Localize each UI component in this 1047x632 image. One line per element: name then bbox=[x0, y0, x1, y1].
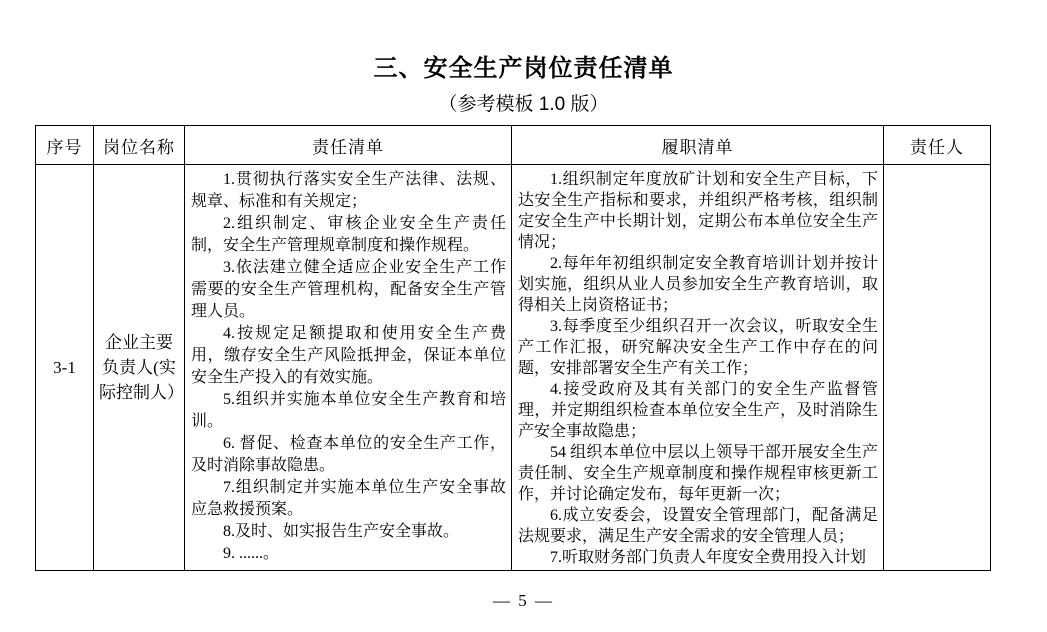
responsibility-item: 8.及时、如实报告生产安全事故。 bbox=[223, 523, 460, 540]
responsibility-item: 4.按规定足额提取和使用安全生产费用，缴存安全生产风险抵押金，保证本单位安全生产投入的有效实施。 bbox=[191, 325, 506, 386]
header-serial: 序号 bbox=[36, 126, 94, 165]
duty-item: 2.每年年初组织制定安全教育培训计划并按计划实施，组织从业人员参加安全生产教育培训，取得相关上岗资格证书； bbox=[518, 255, 878, 314]
page-subtitle: （参考模板 1.0 版） bbox=[438, 94, 609, 115]
responsibility-item: 3.依法建立健全适应企业安全生产工作需要的安全生产管理机构，配备安全生产管理人员。 bbox=[191, 259, 506, 320]
duty-item: 3.每季度至少组织召开一次会议，听取安全生产工作汇报，研究解决安全生产工作中存在的问题，安排部署安全生产有关工作； bbox=[518, 318, 878, 377]
table-row bbox=[36, 165, 991, 571]
duty-item: 7.听取财务部门负责人年度安全费用投入计划 bbox=[550, 549, 867, 566]
cell-duty-list bbox=[512, 165, 884, 571]
cell-responsible-person bbox=[884, 165, 991, 571]
responsibility-table bbox=[35, 125, 991, 571]
responsibility-item: 2.组织制定、审核企业安全生产责任制，安全生产管理规章制度和操作规程。 bbox=[191, 215, 506, 254]
header-duty-list: 履职清单 bbox=[512, 126, 884, 165]
cell-serial: 3-1 bbox=[36, 165, 94, 571]
header-responsible-person: 责任人 bbox=[884, 126, 991, 165]
duty-item: 1.组织制定年度放矿计划和安全生产目标，下达安全生产指标和要求，并组织严格考核，组织制定安全生产中长期计划，定期公布本单位安全生产情况； bbox=[518, 171, 878, 251]
responsibility-item: 5.组织并实施本单位安全生产教育和培训。 bbox=[191, 391, 506, 430]
duty-item: 4.接受政府及其有关部门的安全生产监督管理，并定期组织检查本单位安全生产，及时消除生产安全事故隐患； bbox=[518, 381, 878, 440]
responsibility-item: 7.组织制定并实施本单位生产安全事故应急救援预案。 bbox=[191, 479, 506, 518]
header-responsibility-list: 责任清单 bbox=[185, 126, 512, 165]
duty-item: 54 组织本单位中层以上领导干部开展安全生产责任制、安全生产规章制度和操作规程审核更新工作，并讨论确定发布，每年更新一次； bbox=[518, 444, 878, 503]
cell-post-name: 企业主要负责人(实际控制人） bbox=[94, 165, 185, 571]
page-number: — 5 — bbox=[493, 591, 554, 610]
responsibility-item: 9. ......。 bbox=[223, 545, 280, 562]
responsibility-item: 1.贯彻执行落实安全生产法律、法规、规章、标准和有关规定； bbox=[191, 171, 506, 210]
cell-responsibility-list bbox=[185, 165, 512, 571]
page-title: 三、安全生产岗位责任清单 bbox=[373, 55, 674, 82]
header-post-name: 岗位名称 bbox=[94, 126, 185, 165]
responsibility-item: 6. 督促、检查本单位的安全生产工作，及时消除事故隐患。 bbox=[191, 435, 506, 474]
duty-item: 6.成立安委会，设置安全管理部门，配备满足法规要求，满足生产安全需求的安全管理人员； bbox=[518, 507, 878, 545]
table-header-row bbox=[36, 126, 991, 165]
